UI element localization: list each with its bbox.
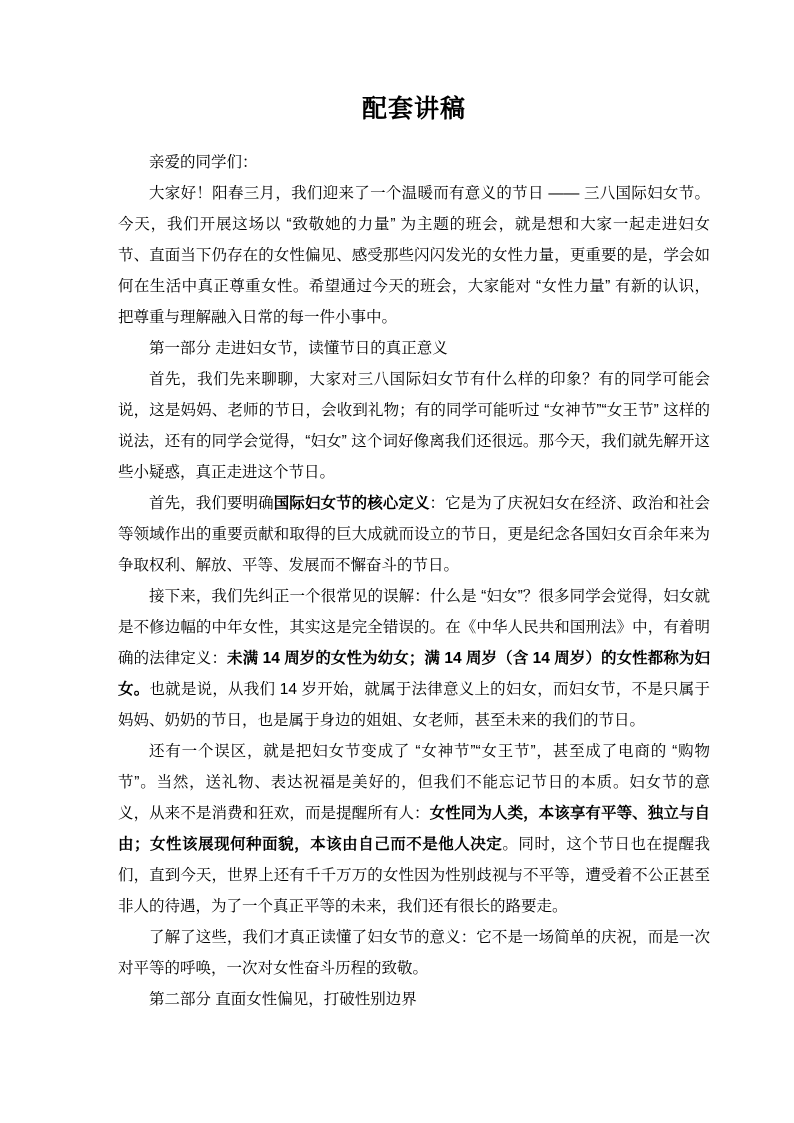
text-run: 第一部分 走进妇女节，读懂节日的真正意义 [149,340,448,357]
text-run: 也就是说，从我们 14 岁开始，就属于法律意义上的妇女，而妇女节，不是只属于妈妈、奶奶的节日，也是属于身边的姐姐、女老师，甚至未来的我们的节日。 [118,681,710,729]
paragraph [118,364,710,488]
document-body [118,147,710,1015]
section-heading [118,333,710,364]
bold-text-run: 国际妇女节的核心定义 [273,495,430,512]
bold-text-run: 女性同为人类，本该享有平等、独立与自由；女性该展现何种面貌，本该由自己而不是他人决定 [118,805,710,853]
text-run: 首先，我们要明确 [149,495,274,512]
text-run: 还有一个误区，就是把妇女节变成了 “女神节”“女王节”，甚至成了电商的 “购物节”。当然，送礼物、表达祝福是美好的，但我们不能忘记节日的本质。妇女节的意义，从来不是消费和狂欢，而是提醒所有人： [118,743,710,822]
paragraph [118,147,710,178]
paragraph [118,488,710,581]
paragraph [118,922,710,984]
text-run: 大家好！阳春三月，我们迎来了一个温暖而有意义的节日 —— 三八国际妇女节。今天，我们开展这场以 “致敬她的力量” 为主题的班会，就是想和大家一起走进妇女节、直面当下仍存在的女性偏见、感受那些闪闪发光的女性力量，更重要的是，学会如何在生活中真正尊重女性。希望通过今天的班会，大家能对 “女性力量” 有新的认识，把尊重与理解融入日常的每一件小事中。 [118,185,710,326]
text-run: 第二部分 直面女性偏见，打破性别边界 [149,991,417,1008]
paragraph [118,178,710,333]
paragraph [118,736,710,922]
text-run: 。同时，这个节日也在提醒我们，直到今天，世界上还有千千万万的女性因为性别歧视与不平等，遭受着不公正甚至非人的待遇，为了一个真正平等的未来，我们还有很长的路要走。 [118,836,710,915]
section-heading [118,984,710,1015]
text-run: 首先，我们先来聊聊，大家对三八国际妇女节有什么样的印象？有的同学可能会说，这是妈妈、老师的节日，会收到礼物；有的同学可能听过 “女神节”“女王节” 这样的说法，还有的同学会觉得，“妇女” 这个词好像离我们还很远。那今天，我们就先解开这些小疑惑，真正走进这个节日。 [118,371,710,481]
text-run: ：它是为了庆祝妇女在经济、政治和社会等领域作出的重要贡献和取得的巨大成就而设立的节日，更是纪念各国妇女百余年来为争取权利、解放、平等、发展而不懈奋斗的节日。 [118,495,710,574]
text-run: 了解了这些，我们才真正读懂了妇女节的意义：它不是一场简单的庆祝，而是一次对平等的呼唤，一次对女性奋斗历程的致敬。 [118,929,710,977]
text-run: 亲爱的同学们： [149,154,258,171]
bold-text-run: 未满 14 周岁的女性为幼女；满 14 周岁（含 14 周岁）的女性都称为妇女。 [118,650,710,698]
paragraph [118,581,710,736]
document-title: 配套讲稿 [361,95,466,123]
text-run: 接下来，我们先纠正一个很常见的误解：什么是 “妇女”？很多同学会觉得，妇女就是不修边幅的中年女性，其实这是完全错误的。在《中华人民共和国刑法》中，有着明确的法律定义： [118,588,710,667]
